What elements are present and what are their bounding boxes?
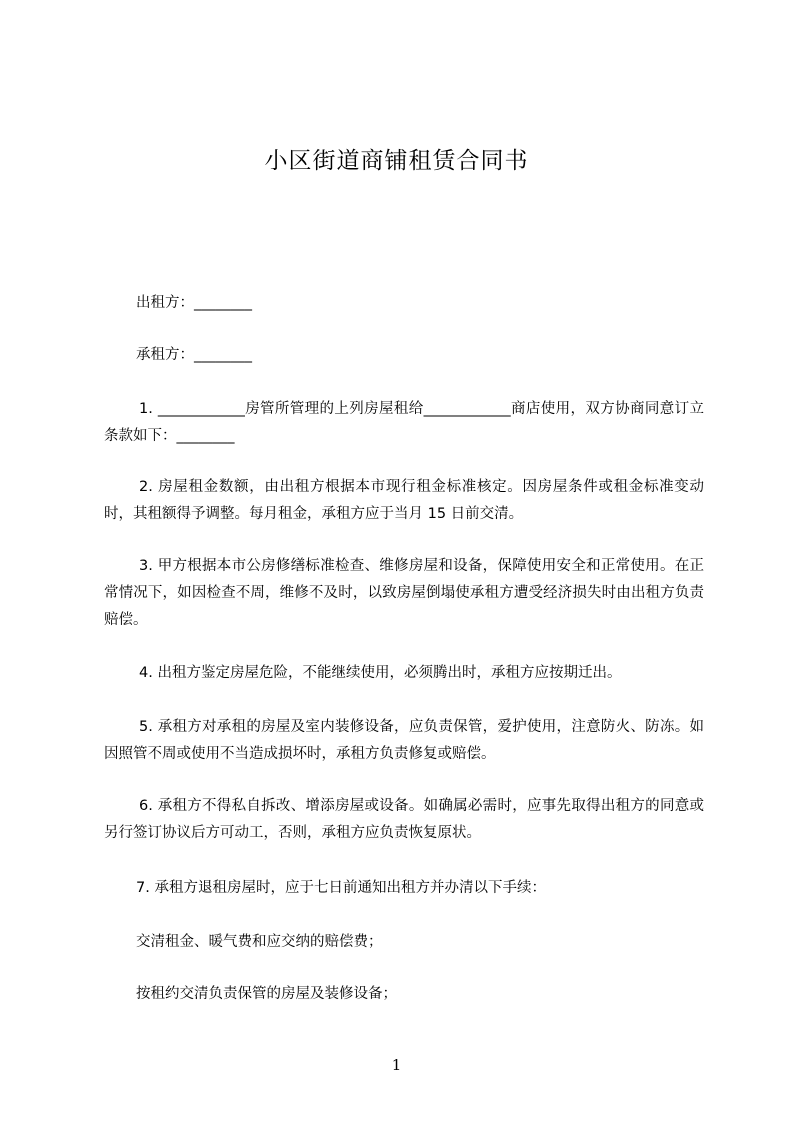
- clause-4: 4. 出租方鉴定房屋危险，不能继续使用，必须腾出时，承租方应按期迁出。: [139, 665, 622, 681]
- clause-7: 7. 承租方退租房屋时，应于七日前通知出租方并办清以下手续：: [136, 880, 546, 896]
- sub-item-1: 交清租金、暖气费和应交纳的赔偿费；: [136, 934, 383, 950]
- clause-5: 5. 承租方对承租的房屋及室内装修设备，应负责保管，爱护使用，注意防火、防冻。如因照管不周或使用不当造成损坏时，承租方负责修复或赔偿。: [104, 719, 704, 762]
- sub-item-2: 按租约交清负责保管的房屋及装修设备；: [136, 986, 397, 1002]
- page-number: 1: [391, 1056, 402, 1074]
- clause-2: 2. 房屋租金数额，由出租方根据本市现行租金标准核定。因房屋条件或租金标准变动时，其租额得予调整。每月租金，承租方应于当月 15 日前交清。: [104, 479, 704, 522]
- lessor-line: 出租方：________: [136, 295, 252, 311]
- lessee-line: 承租方：________: [136, 347, 252, 363]
- document-title: 小区街道商铺租赁合同书: [264, 148, 529, 174]
- clause-1: 1. ____________房管所管理的上列房屋租给____________商店使用，双方协商同意订立条款如下：________: [104, 401, 704, 444]
- clause-6: 6. 承租方不得私自拆改、增添房屋或设备。如确属必需时，应事先取得出租方的同意或另行签订协议后方可动工，否则，承租方应负责恢复原状。: [104, 798, 704, 841]
- clause-3: 3. 甲方根据本市公房修缮标准检查、维修房屋和设备，保障使用安全和正常使用。在正常情况下，如因检查不周，维修不及时，以致房屋倒塌使承租方遭受经济损失时由出租方负责赔偿。: [104, 558, 704, 628]
